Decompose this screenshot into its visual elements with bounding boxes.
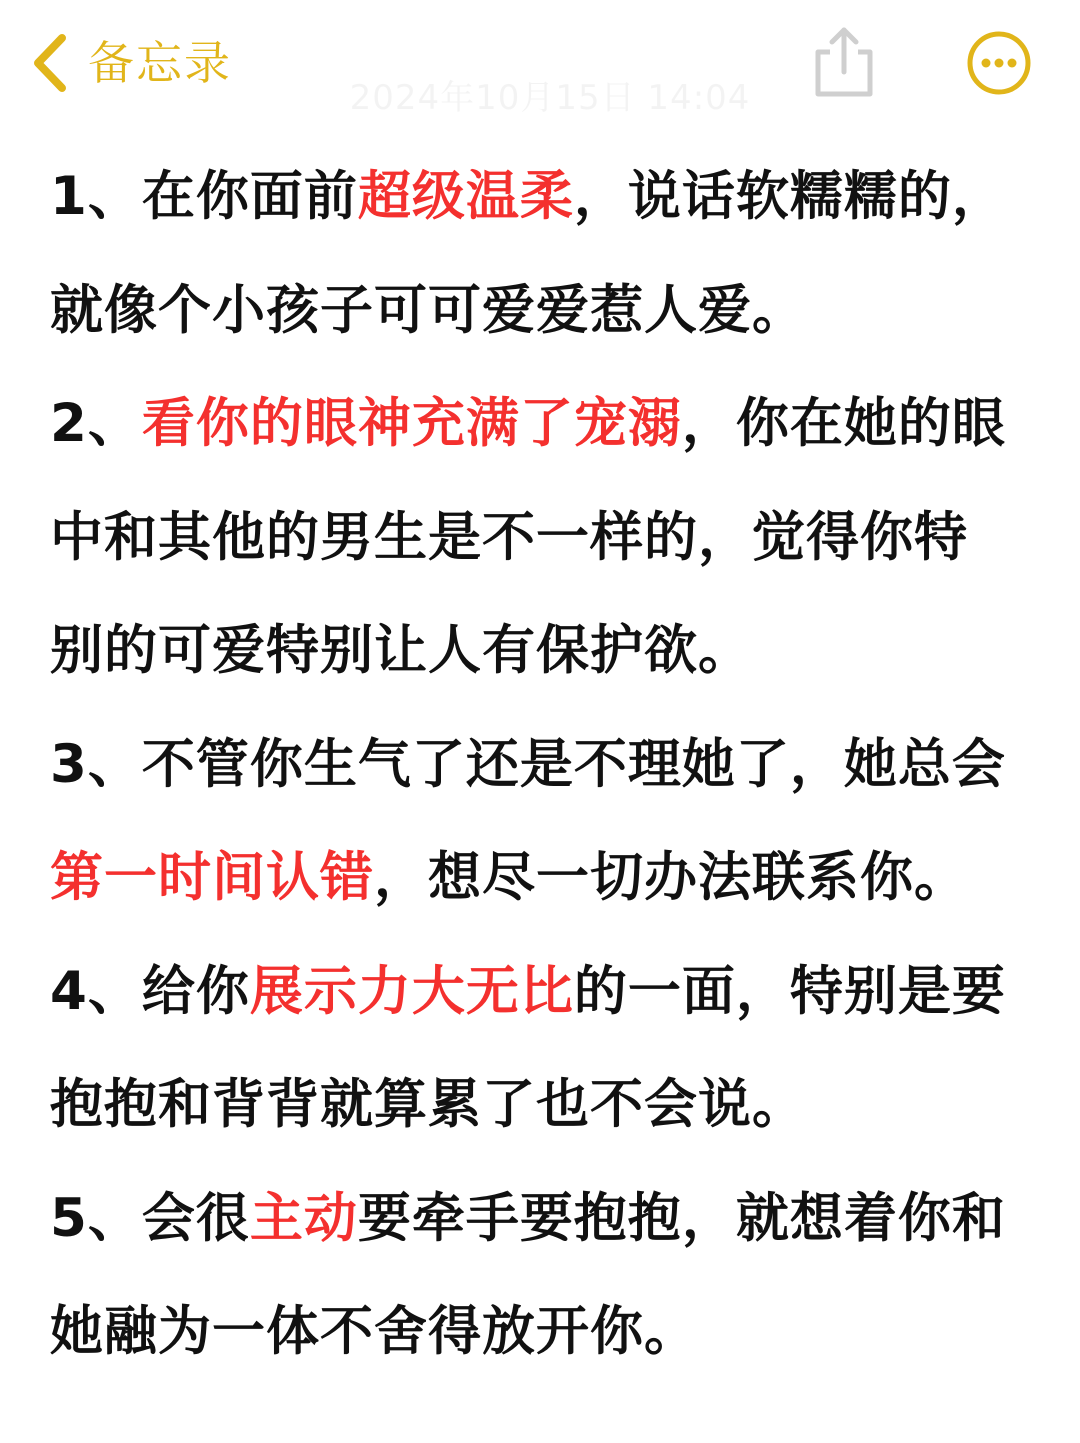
note-item <box>50 1162 1040 1389</box>
note-item <box>50 367 1040 708</box>
note-text: 2、 <box>50 393 142 454</box>
highlighted-text: 第一时间认错 <box>50 847 374 908</box>
note-text: 中和其他的男生是不一样的，觉得你特 <box>50 506 968 568</box>
note-date <box>310 78 790 118</box>
note-text: 她融为一体不舍得放开你。 <box>50 1301 698 1362</box>
highlighted-text: 超级温柔 <box>357 166 574 227</box>
note-text: 5、会很 <box>50 1187 250 1249</box>
note-line <box>50 935 1040 1049</box>
note-text: 要牵手要抱抱，就想着你和 <box>357 1187 1006 1249</box>
note-text: 3、不管你生气了还是不理她了，她总会 <box>50 733 1006 795</box>
note-text: 1、在你面前 <box>50 166 358 227</box>
note-line <box>50 481 1040 595</box>
more-ellipsis-icon[interactable] <box>966 30 1032 96</box>
note-text: 的一面，特别是要 <box>573 960 1006 1022</box>
note-line <box>50 1048 1040 1162</box>
highlighted-text: 展示力大无比 <box>249 960 574 1022</box>
note-body[interactable] <box>50 140 1040 1389</box>
highlighted-text: 主动 <box>249 1187 358 1249</box>
note-line <box>50 821 1040 935</box>
note-line <box>50 367 1040 481</box>
note-item <box>50 708 1040 935</box>
note-line <box>50 140 1040 254</box>
share-icon[interactable] <box>808 22 880 102</box>
note-text: ，想尽一切办法联系你。 <box>374 847 968 908</box>
note-line <box>50 594 1040 708</box>
note-text: 抱抱和背背就算累了也不会说。 <box>50 1074 806 1135</box>
note-text: ，你在她的眼 <box>681 393 1006 454</box>
note-text: 别的可爱特别让人有保护欲。 <box>50 620 752 681</box>
note-text: 就像个小孩子可可爱爱惹人爱。 <box>50 279 806 341</box>
note-line <box>50 1275 1040 1389</box>
highlighted-text: 看你的眼神充满了宠溺 <box>141 393 682 454</box>
note-text: 4、给你 <box>50 960 250 1022</box>
note-line <box>50 254 1040 368</box>
note-line <box>50 708 1040 822</box>
chevron-left-icon <box>26 28 84 98</box>
note-item <box>50 935 1040 1162</box>
note-text: ，说话软糯糯的， <box>573 166 1006 227</box>
back-button[interactable] <box>26 28 232 98</box>
back-label: 备忘录 <box>88 36 232 90</box>
note-item <box>50 140 1040 367</box>
note-line <box>50 1162 1040 1276</box>
